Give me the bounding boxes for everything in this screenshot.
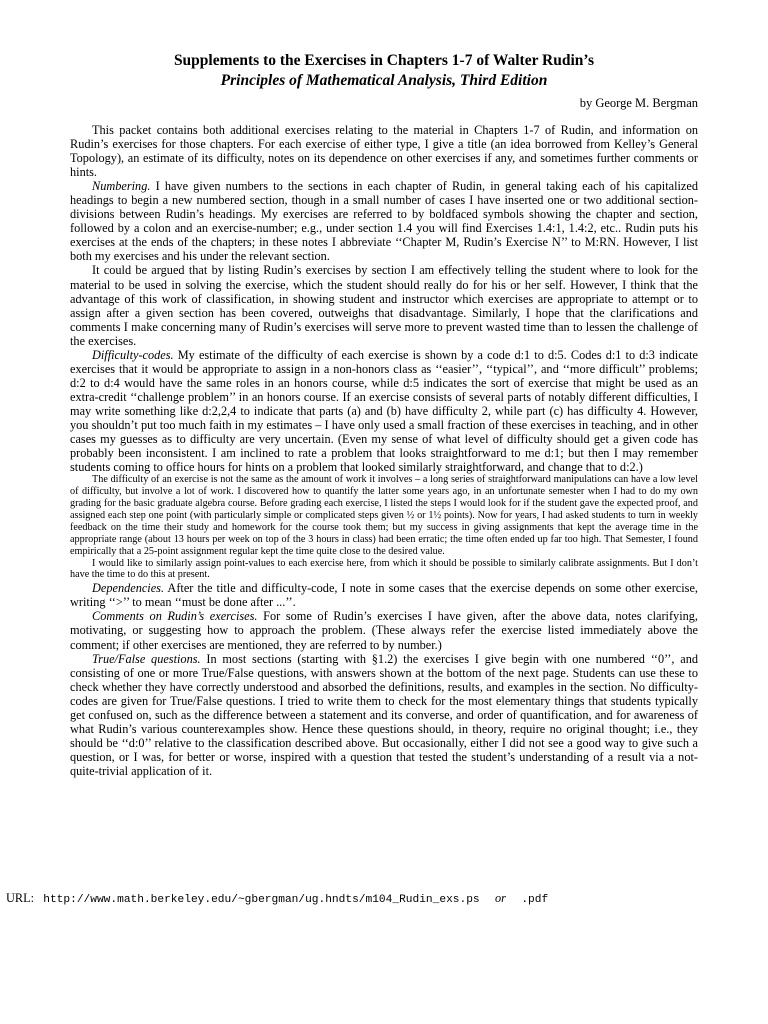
intro-paragraph xyxy=(70,123,698,179)
url-line xyxy=(6,891,548,906)
footnote-paragraph-1 xyxy=(70,474,698,557)
difficulty-paragraph xyxy=(70,348,698,474)
footnote-text-2: I would like to similarly assign point-values to each exercise here, from which it should be possible to similarly calibrate assignments. But I don’t have the time to do this at present. xyxy=(70,557,698,581)
author-line xyxy=(70,96,698,111)
comments-text: For some of Rudin’s exercises I have given, after the above data, notes clarifying, motivating, or suggesting how to approach the problem. (These always refer the exercise listed immediately above the comment; if other exercises are mentioned, they are referred to by number.) xyxy=(70,609,698,652)
footnote-text-1: The difficulty of an exercise is not the same as the amount of work it involves – a long series of straightforward manipulations can have a low level of difficulty, but involve a lot of work. I discovered how to quantify the latter some years ago, in an unfortunate semester when I had to do my own grading for the basic graduate algebra course. Before grading each exercise, I listed the steps I would look for if the student gave the expected proof, and assigned each step one point (with particularly simple or complicated steps given ½ or 1½ points). Now for years, I had asked students to turn in weekly feedback on the time their study and homework for the course took them; but my success in giving assignments that kept the average time in the appropriate range (about 13 hours per week on top of the 3 hours in class) had been erratic; the time often ended up far too high. That Semester, I found empirically that a 25-point assignment regular kept the time quite close to the desired value. xyxy=(70,474,698,557)
url-or: or xyxy=(495,891,506,905)
dependencies-heading: Dependencies. xyxy=(92,581,165,596)
comments-paragraph xyxy=(70,609,698,651)
numbering-text: I have given numbers to the sections in each chapter of Rudin, in general taking each of his capitalized headings to begin a new numbered section, though in a small number of cases I have inserted one or two additional section-divisions between Rudin’s headings. My exercises are referred to by boldfaced symbols showing the chapter and section, followed by a colon and an exercise-number; e.g., under section 1.4 you will find Exercises 1.4:1, 1.4:2, etc.. Rudin puts his exercises at the ends of the chapters; in these notes I abbreviate ‘‘Chapter M, Rudin’s Exercise N’’ to M:RN. However, I list both my exercises and his under the relevant section. xyxy=(70,179,698,264)
truefalse-text: In most sections (starting with §1.2) the exercises I give begin with one numbered ‘‘0’’, and consisting of one or more True/False questions, with answers shown at the bottom of the next page. Students can use these to check whether they have correctly understood and absorbed the definitions, results, and examples in the section. No difficulty-codes are given for True/False questions. I tried to write them to check for the most elementary things that students typically get confused on, such as the difference between a statement and its converse, and order of quantification, and for awareness of what Rudin’s various counterexamples show. Hence these questions should, in theory, require no original thought; i.e., they should be ‘‘d:0’’ relative to the classification described above. But occasionally, either I did not see a good way to give such a question, or I was, for better or worse, inspired with a question that tested the student’s understanding of a result via a not-quite-trivial application of it. xyxy=(70,651,698,778)
footnote-paragraph-2 xyxy=(70,558,698,582)
truefalse-paragraph xyxy=(70,652,698,778)
difficulty-text: My estimate of the difficulty of each exercise is shown by a code d:1 to d:5. Codes d:1 to d:3 indicate exercises that it would be appropriate to assign in a non-honors class as ‘‘easier’’, ‘‘typical’’, and ‘‘more difficult’’ problems; d:2 to d:4 would have the same roles in an honors course, while d:5 indicates the sort of exercise that might be used as an extra-credit ‘‘challenge problem’’ in an honors course. If an exercise consists of several parts of notably different difficulties, I may write something like d:2,2,4 to indicate that parts (a) and (b) have difficulty 2, while part (c) has difficulty 4. However, you shouldn’t put too much faith in my estimates – I have only used a small fraction of these exercises in teaching, and in other cases my guesses as to difficulty are very uncertain. (Even my sense of what level of difficulty should get a given code has probably been inconsistent. I am inclined to rate a problem that looks straightforward to me d:1; but then I may remember students coming to office hours for hints on a problem that looked similarly straightforward, and change that to d:2.) xyxy=(70,347,698,475)
dependencies-paragraph xyxy=(70,581,698,609)
argued-paragraph xyxy=(70,263,698,347)
numbering-paragraph xyxy=(70,179,698,263)
url-alt-link[interactable]: .pdf xyxy=(521,894,549,906)
argued-text: It could be argued that by listing Rudin’s exercises by section I am effectively telling the student where to look for the material to be used in solving the exercise, which the student should really do for his or her self. However, I think that the advantage of this work of classification, in showing student and instructor which exercises are appropriate to attempt or to assign after a given section has been covered, outweighs that disadvantage. Similarly, I hope that the clarifications and comments I make concerning many of Rudin’s exercises will serve more to prevent wasted time than to lessen the challenge of the exercises. xyxy=(70,263,698,348)
url-link[interactable]: http://www.math.berkeley.edu/~gbergman/ug.hndts/m104_Rudin_exs.ps xyxy=(43,894,480,906)
numbering-heading: Numbering. xyxy=(92,179,151,194)
intro-text: This packet contains both additional exercises relating to the material in Chapters 1-7 of Rudin, and information on Rudin’s exercises for those chapters. For each exercise of either type, I give a title (an idea borrowed from Kelley’s General Topology), an estimate of its difficulty, notes on its dependence on other exercises if any, and sometimes further comments or hints. xyxy=(70,123,698,180)
comments-heading: Comments on Rudin’s exercises. xyxy=(92,609,258,624)
document-body xyxy=(70,123,698,778)
dependencies-text: After the title and difficulty-code, I note in some cases that the exercise depends on some other exercise, writing ‘‘>’’ to mean ‘‘must be done after ...’’. xyxy=(70,581,698,610)
document-title: Supplements to the Exercises in Chapters 1-7 of Walter Rudin’s xyxy=(173,52,595,69)
author-name: by George M. Bergman xyxy=(579,96,698,110)
difficulty-heading: Difficulty-codes. xyxy=(92,347,174,362)
url-label: URL: xyxy=(6,891,35,905)
document-subtitle: Principles of Mathematical Analysis, Third Edition xyxy=(220,72,548,89)
truefalse-heading: True/False questions. xyxy=(92,651,201,666)
